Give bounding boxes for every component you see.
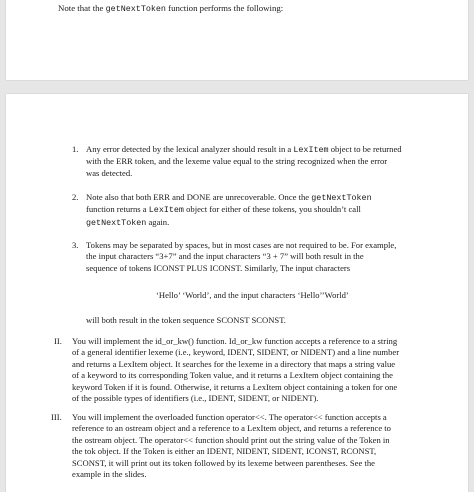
section-ii-text [72, 336, 424, 404]
item-3-line-1: Tokens may be separated by spaces, but in most cases are not required to be. For example, [86, 240, 397, 250]
item-2-number: 2. [72, 192, 79, 202]
section-ii-line: and returns a LexItem object. It searches for the lexeme in a directory that maps a string value [72, 358, 396, 369]
code-run: LexItem [148, 205, 184, 216]
item-3-text [86, 240, 426, 274]
note-code: getNextToken [105, 4, 166, 14]
item-2-line-2 [86, 204, 426, 216]
section-iii-number: III. [51, 412, 62, 422]
item-1-text [86, 144, 426, 179]
item-2-line-1 [86, 192, 426, 204]
intro-note [58, 3, 283, 14]
page-top [6, 0, 468, 80]
section-ii-line: of a keyword to its corresponding Token value, and it returns a LexItem object containing the [72, 370, 393, 381]
section-iii-line: You will implement the overloaded function operator<<. The operator<< function accepts a [72, 412, 387, 422]
code-run: LexItem [293, 145, 329, 155]
code-run: getNextToken [311, 193, 372, 203]
text-run: again. [146, 216, 170, 227]
page-bottom [6, 94, 468, 492]
item-3-line-2: the input characters “3+7” and the input characters “3 + 7” will both result in the [86, 251, 364, 262]
section-iii-line: SCONST, it will print out its token followed by its lexeme between parentheses. See the [72, 457, 375, 468]
section-iii-line: reference to an ostream object and a reference to a LexItem object, and returns a reference to [72, 423, 391, 434]
item-1-number: 1. [72, 144, 79, 154]
section-iii-line: the tok object. If the Token is either an IDENT, NIDENT, SIDENT, ICONST, RCONST, [72, 446, 377, 457]
note-suffix: function performs the following: [165, 3, 284, 13]
item-3-number: 3. [72, 240, 79, 250]
item-3-after: will both result in the token sequence SCONST SCONST. [86, 315, 286, 325]
text-run: Note also that both ERR and DONE are unrecoverable. Once the [86, 192, 312, 202]
section-ii-line: of the possible types of identifiers (i.e., IDENT, SIDENT, or NIDENT). [72, 393, 319, 404]
section-ii-number: II. [54, 336, 62, 346]
item-1-line-2: with the ERR token, and the lexeme value equal to the string recognized when the error [86, 156, 388, 167]
section-ii-line: You will implement the id_or_kw() function. Id_or_kw function accepts a reference to a string [72, 336, 398, 346]
text-run: Any error detected by the lexical analyzer should result in a [86, 144, 294, 154]
item-3-line-3: sequence of tokens ICONST PLUS ICONST. Similarly, The input characters [86, 262, 351, 273]
item-1-line-3: was detected. [86, 167, 133, 178]
text-run: object for either of these tokens, you shouldn’t call [183, 204, 361, 215]
note-prefix: Note that the [58, 3, 106, 13]
code-run: getNextToken [86, 217, 147, 228]
text-run: object to be returned [328, 144, 402, 154]
item-2-line-3 [86, 217, 426, 229]
section-iii-line: example in the slides. [72, 469, 147, 480]
section-iii-text [72, 412, 424, 480]
item-3-example: ‘Hello’ ‘World’, and the input characters ‘Hello’’World’ [156, 290, 349, 300]
item-2-text [86, 192, 426, 229]
section-ii-line: keyword Token if it is found. Otherwise, it returns a LexItem object containing a token for one [72, 381, 398, 392]
section-iii-line: the ostream object. The operator<< function should print out the string value of the Token in [72, 434, 390, 445]
text-run: function returns a [86, 204, 149, 215]
section-ii-line: of a general identifier lexeme (i.e., keyword, IDENT, SIDENT, or NIDENT) and a line number [72, 347, 400, 358]
item-1-line-1 [86, 144, 426, 156]
